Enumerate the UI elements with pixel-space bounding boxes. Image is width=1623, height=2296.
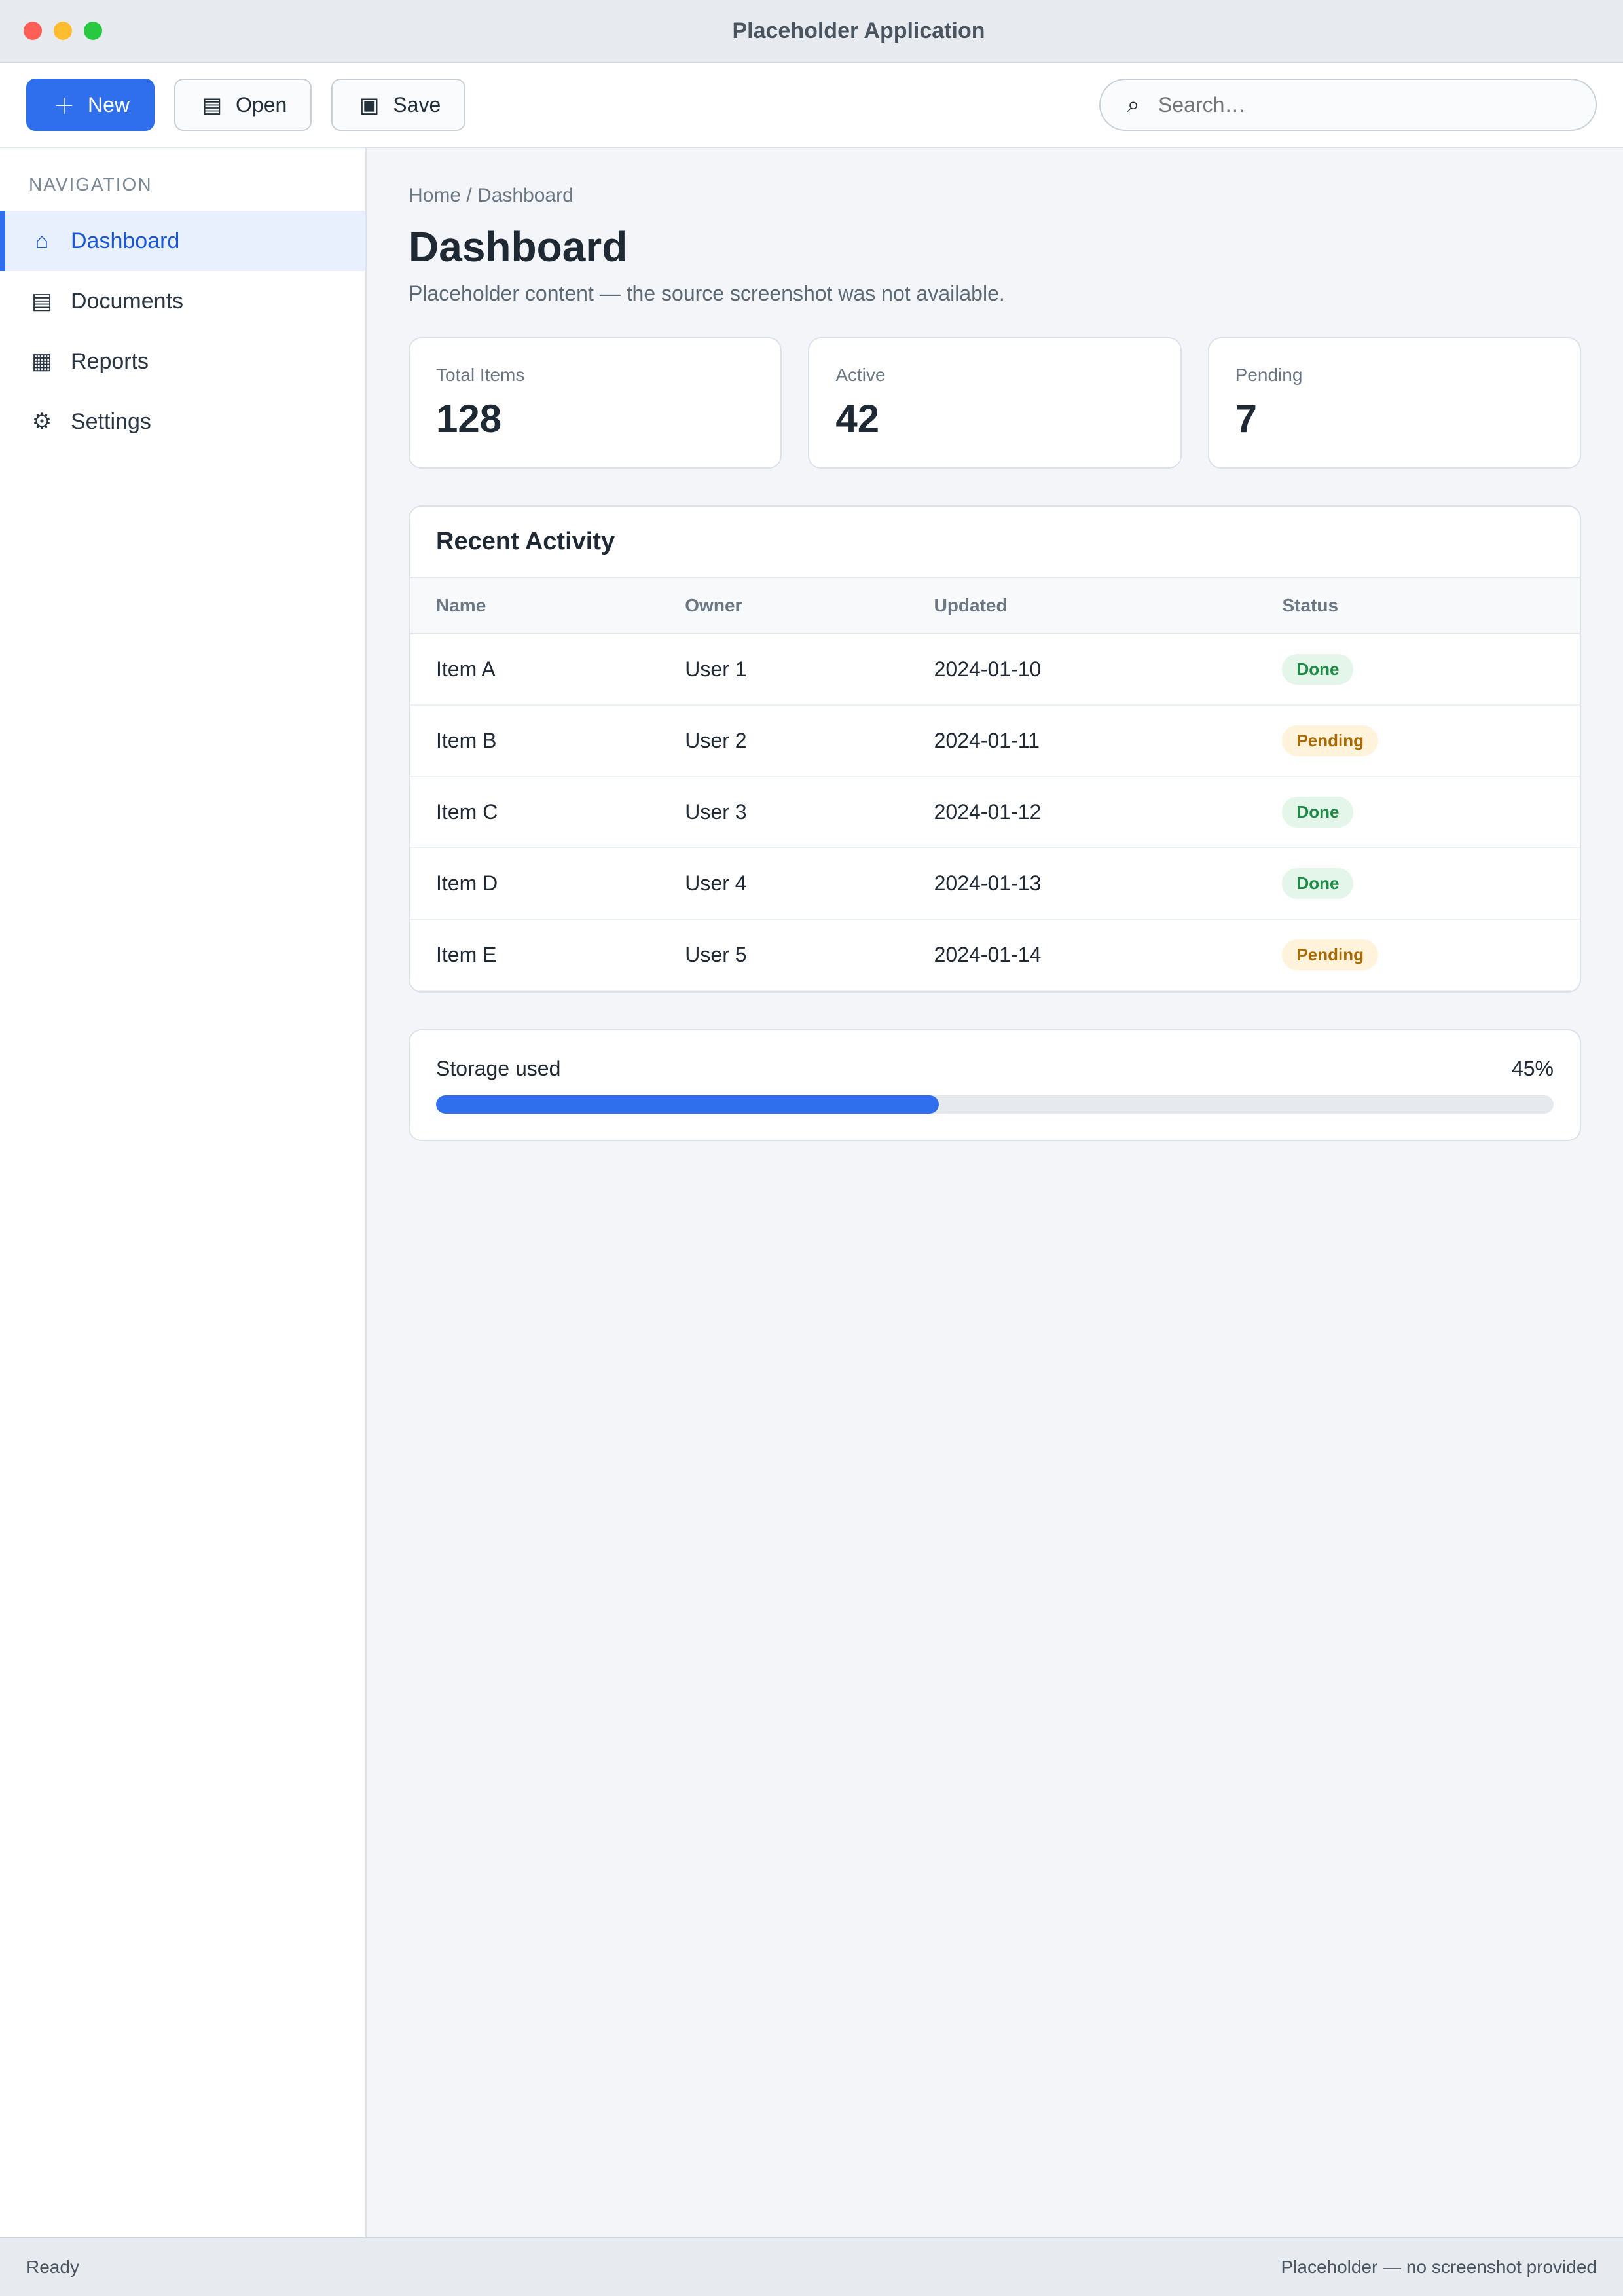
status-badge: Done bbox=[1282, 797, 1353, 828]
table-row[interactable] bbox=[410, 634, 1580, 705]
activity-table bbox=[410, 578, 1580, 991]
table-cell: User 5 bbox=[659, 919, 907, 991]
table-row[interactable] bbox=[410, 705, 1580, 776]
sidebar-item-reports[interactable] bbox=[0, 331, 365, 392]
sidebar bbox=[0, 148, 367, 2237]
search-icon: ⌕ bbox=[1127, 92, 1140, 117]
sidebar-heading: NAVIGATION bbox=[29, 174, 153, 194]
card-value: 42 bbox=[835, 397, 880, 441]
sidebar-item-label: Dashboard bbox=[71, 228, 180, 253]
column-header[interactable]: Status bbox=[1256, 578, 1580, 634]
table-row[interactable] bbox=[410, 776, 1580, 848]
table-cell: User 3 bbox=[659, 776, 907, 848]
column-header[interactable]: Updated bbox=[908, 578, 1256, 634]
table-cell: Item A bbox=[410, 634, 659, 705]
activity-panel bbox=[409, 505, 1581, 993]
sidebar-item-dashboard[interactable] bbox=[0, 211, 365, 271]
progress-fill bbox=[436, 1095, 939, 1114]
sidebar-item-label: Settings bbox=[71, 409, 151, 434]
status-cell bbox=[1256, 705, 1580, 776]
folder-icon: ▤ bbox=[31, 289, 53, 314]
main-content bbox=[367, 148, 1623, 2237]
table-cell: User 2 bbox=[659, 705, 907, 776]
table-cell: 2024-01-12 bbox=[908, 776, 1256, 848]
folder-open-icon: ▤ bbox=[202, 93, 223, 117]
table-cell: Item C bbox=[410, 776, 659, 848]
sidebar-item-documents[interactable] bbox=[0, 271, 365, 331]
table-row[interactable] bbox=[410, 848, 1580, 919]
close-window-icon[interactable] bbox=[24, 22, 42, 40]
save-button[interactable] bbox=[331, 79, 465, 131]
storage-progress bbox=[409, 1029, 1581, 1141]
card-label: Pending bbox=[1235, 365, 1303, 385]
table-cell: Item E bbox=[410, 919, 659, 991]
sidebar-item-label: Reports bbox=[71, 348, 149, 374]
new-button-label: New bbox=[88, 92, 130, 117]
column-header[interactable]: Owner bbox=[659, 578, 907, 634]
status-cell bbox=[1256, 848, 1580, 919]
sidebar-item-label: Documents bbox=[71, 288, 183, 314]
chart-icon: ▦ bbox=[31, 349, 53, 374]
status-text: Ready bbox=[26, 2257, 79, 2277]
open-button-label: Open bbox=[236, 92, 287, 117]
maximize-window-icon[interactable] bbox=[84, 22, 102, 40]
table-cell: Item B bbox=[410, 705, 659, 776]
save-button-label: Save bbox=[393, 92, 441, 117]
breadcrumb[interactable]: Home / Dashboard bbox=[409, 185, 574, 206]
status-badge: Pending bbox=[1282, 939, 1378, 970]
summary-card[interactable] bbox=[808, 337, 1181, 469]
search-box bbox=[1099, 79, 1597, 131]
table-cell: Item D bbox=[410, 848, 659, 919]
open-button[interactable] bbox=[174, 79, 312, 131]
minimize-window-icon[interactable] bbox=[54, 22, 72, 40]
search-input[interactable] bbox=[1158, 93, 1576, 117]
card-value: 128 bbox=[436, 397, 502, 441]
title-bar bbox=[0, 0, 1623, 63]
table-cell: 2024-01-13 bbox=[908, 848, 1256, 919]
summary-card[interactable] bbox=[409, 337, 782, 469]
progress-value: 45% bbox=[1511, 1057, 1554, 1080]
table-cell: 2024-01-14 bbox=[908, 919, 1256, 991]
save-icon: ▣ bbox=[359, 93, 380, 117]
window-controls bbox=[24, 22, 102, 40]
plus-icon: ＋ bbox=[53, 94, 75, 118]
toolbar bbox=[0, 63, 1623, 148]
table-row[interactable] bbox=[410, 919, 1580, 991]
page-subtitle: Placeholder content — the source screenshot was not available. bbox=[409, 282, 1005, 305]
gear-icon: ⚙ bbox=[31, 409, 52, 434]
status-cell bbox=[1256, 634, 1580, 705]
panel-title: Recent Activity bbox=[410, 507, 1580, 578]
status-badge: Pending bbox=[1282, 725, 1378, 756]
summary-cards bbox=[409, 337, 1581, 469]
column-header[interactable]: Name bbox=[410, 578, 659, 634]
page-title: Dashboard bbox=[409, 223, 628, 270]
window-title: Placeholder Application bbox=[732, 18, 985, 43]
progress-label: Storage used bbox=[436, 1057, 561, 1080]
status-badge: Done bbox=[1282, 654, 1353, 685]
summary-card[interactable] bbox=[1208, 337, 1581, 469]
status-cell bbox=[1256, 919, 1580, 991]
progress-track bbox=[436, 1095, 1554, 1114]
table-cell: 2024-01-11 bbox=[908, 705, 1256, 776]
card-label: Total Items bbox=[436, 365, 525, 385]
table-cell: User 4 bbox=[659, 848, 907, 919]
status-note: Placeholder — no screenshot provided bbox=[1281, 2257, 1597, 2277]
table-cell: User 1 bbox=[659, 634, 907, 705]
new-button[interactable] bbox=[26, 79, 155, 131]
table-header-row bbox=[410, 578, 1580, 634]
status-bar bbox=[0, 2237, 1623, 2296]
status-badge: Done bbox=[1282, 868, 1353, 899]
card-label: Active bbox=[835, 365, 886, 385]
home-icon: ⌂ bbox=[35, 228, 49, 253]
sidebar-item-settings[interactable] bbox=[0, 392, 365, 452]
card-value: 7 bbox=[1235, 397, 1258, 441]
status-cell bbox=[1256, 776, 1580, 848]
table-cell: 2024-01-10 bbox=[908, 634, 1256, 705]
